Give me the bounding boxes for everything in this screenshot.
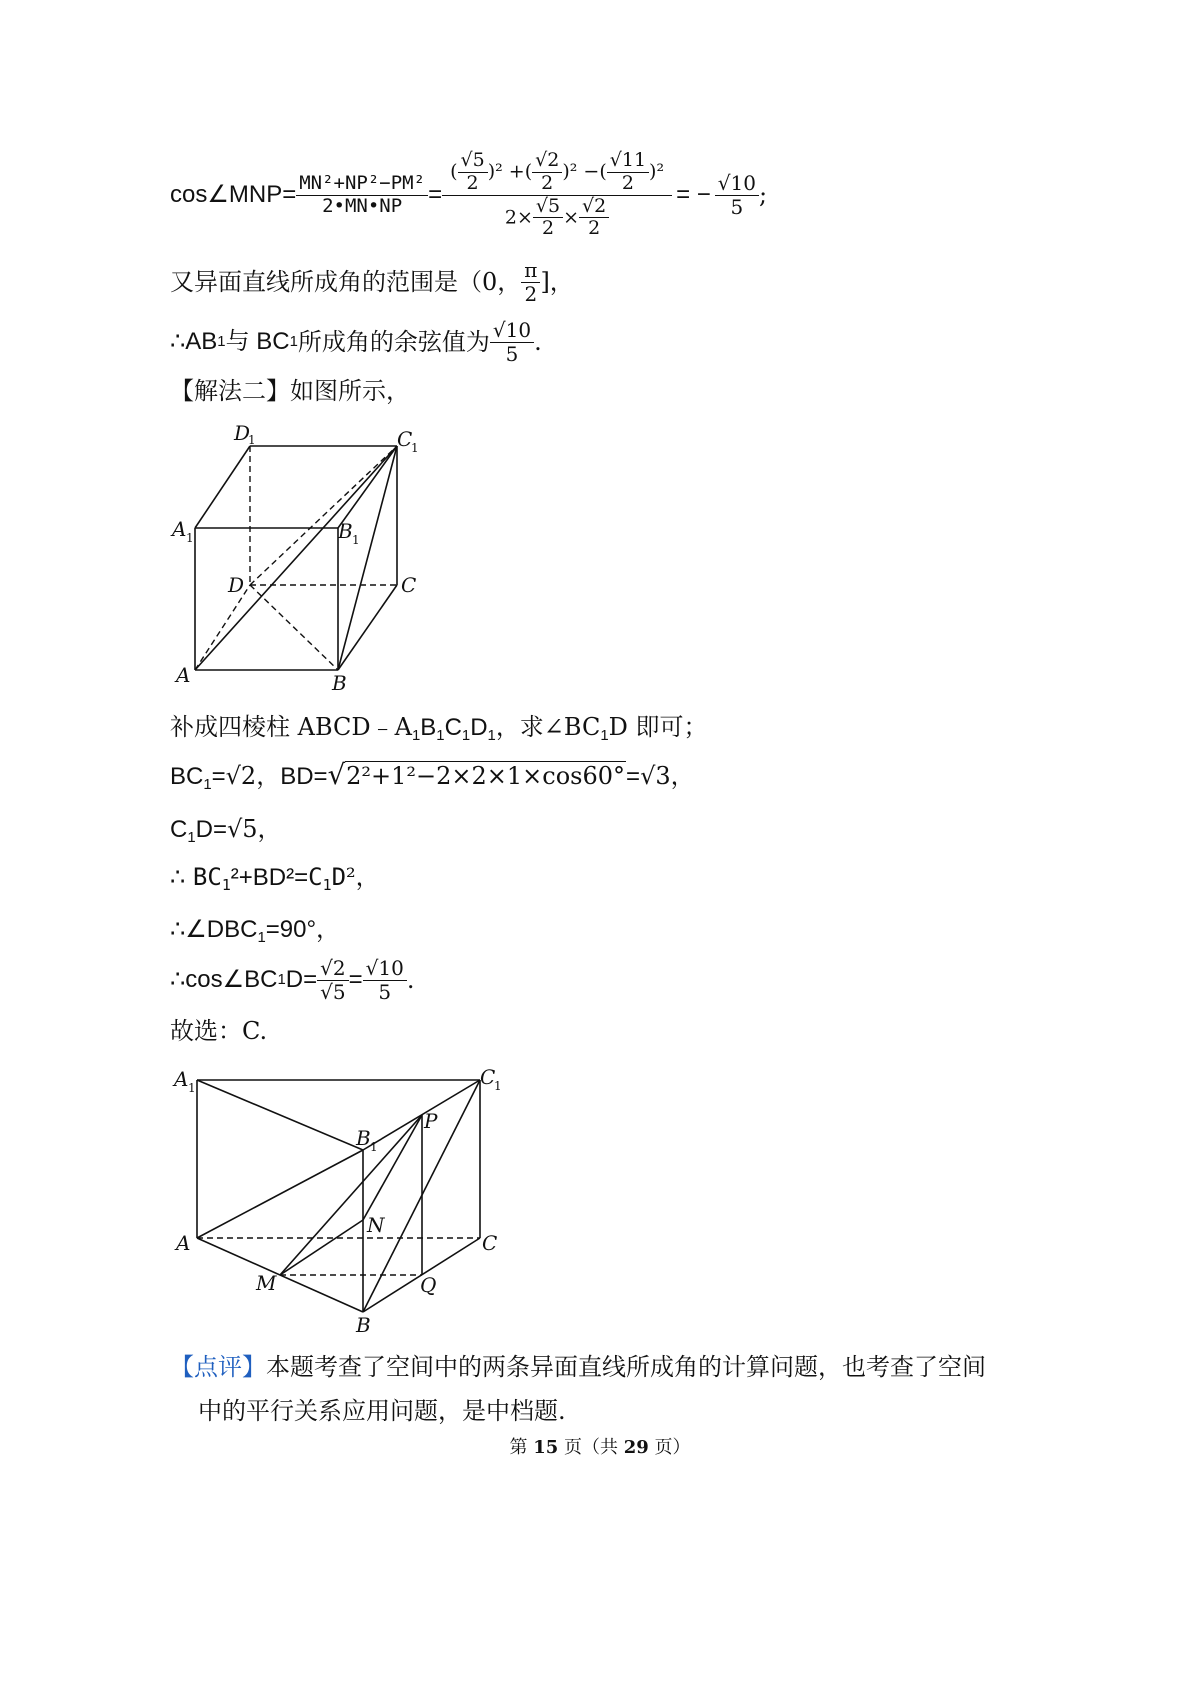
cos-mnp-formula <box>170 140 767 250</box>
comment-line-2: 中的平行关系应用问题，是中档题. <box>198 1397 566 1425</box>
pi-over-two: $\frac{\pi}{2}$ <box>521 259 540 306</box>
result-fraction: $\frac{√10}{5}$ <box>715 172 759 219</box>
line-end: ; <box>758 181 768 209</box>
prism-completion-line: 补成四棱柱 $ABCD﹣A_1B_1C_1D_1$，求$\angle BC_1D$ 即可； <box>170 713 708 745</box>
substituted-denominator: 2× $\frac{√5}{2}$ × $\frac{√2}{2}$ <box>442 196 672 241</box>
label-a1: A <box>172 517 187 541</box>
equals-sign: = <box>428 181 443 208</box>
angle-range-line: 又异面直线所成角的范围是（0， $\frac{\pi}{2}$ ]， <box>170 257 574 306</box>
label-p: P <box>424 1109 438 1133</box>
label-q: Q <box>420 1273 437 1297</box>
svg-text:1: 1 <box>352 533 360 547</box>
svg-text:1: 1 <box>411 441 419 455</box>
label-m: M <box>256 1271 277 1295</box>
label-b: B <box>332 671 347 695</box>
method-two-heading: 【解法二】如图所示， <box>170 377 410 405</box>
bc1-bd-line: $BC_1=√2$，BD=√2²+1²−2×2×1×cos60°=√3， <box>170 758 695 794</box>
label-b1: B <box>356 1126 371 1150</box>
answer-line: 故选：C. <box>170 1017 268 1045</box>
label-a: A <box>176 1231 191 1255</box>
cosine-law-numerator: MN²+NP²−PM² <box>296 173 428 196</box>
cosine-value-fraction: $\frac{√10}{5}$ <box>490 319 534 366</box>
label-b: B <box>356 1313 371 1337</box>
svg-text:1: 1 <box>248 433 256 447</box>
conclusion-line-1: ∴AB 1 与 BC 1 所成角的余弦值为 $\frac{√10}{5}$ . <box>170 317 542 366</box>
svg-text:1: 1 <box>186 531 194 545</box>
label-d: D <box>228 573 245 597</box>
comment-line-1: 【点评】本题考查了空间中的两条异面直线所成角的计算问题，也考查了空间 <box>170 1353 986 1381</box>
label-a: A <box>176 663 191 687</box>
sqrt10-over-5: $\frac{√10}{5}$ <box>363 957 407 1004</box>
svg-text:1: 1 <box>188 1081 196 1095</box>
substituted-numerator: ( $\frac{√5}{2}$ )² +( $\frac{√2}{2}$ )² −( $\frac{√11}{2}$ )² <box>442 150 672 196</box>
label-c: C <box>401 573 417 597</box>
cos-lhs: cos∠MNP= <box>170 181 297 208</box>
label-n: N <box>367 1213 385 1237</box>
result-prefix: = − <box>676 181 711 208</box>
page-footer: 第 15 页（共 29 页） <box>509 1437 691 1458</box>
c1d-line: $C_1D=√5$， <box>170 815 282 847</box>
triangular-prism-figure <box>170 1060 510 1340</box>
cosine-law-denominator: 2•MN•NP <box>322 194 403 217</box>
label-d1: D <box>234 421 251 445</box>
substituted-fraction <box>442 150 672 240</box>
sqrt2-over-sqrt5: $\frac{√2}{√5}$ <box>317 957 348 1004</box>
label-b1: B <box>338 519 353 543</box>
label-c: C <box>482 1231 498 1255</box>
cosine-law-fraction <box>296 173 428 218</box>
prism-figure <box>170 420 440 695</box>
right-angle-line: $\therefore\angle DBC_1=90^\circ$， <box>170 916 341 947</box>
pythagorean-line: ∴ $BC_1^2+BD^2=C_1D^2$， <box>170 863 380 895</box>
svg-text:1: 1 <box>494 1079 502 1093</box>
svg-text:1: 1 <box>370 1140 378 1154</box>
label-c1: C <box>397 427 413 451</box>
label-c1: C <box>480 1065 496 1089</box>
cos-bc1d-line: ∴cos∠BC 1 D= $\frac{√2}{√5}$ = $\frac{√10}{5}$ . <box>170 955 415 1004</box>
comment-tag: 【点评】 <box>170 1353 266 1381</box>
label-a1: A <box>174 1067 189 1091</box>
